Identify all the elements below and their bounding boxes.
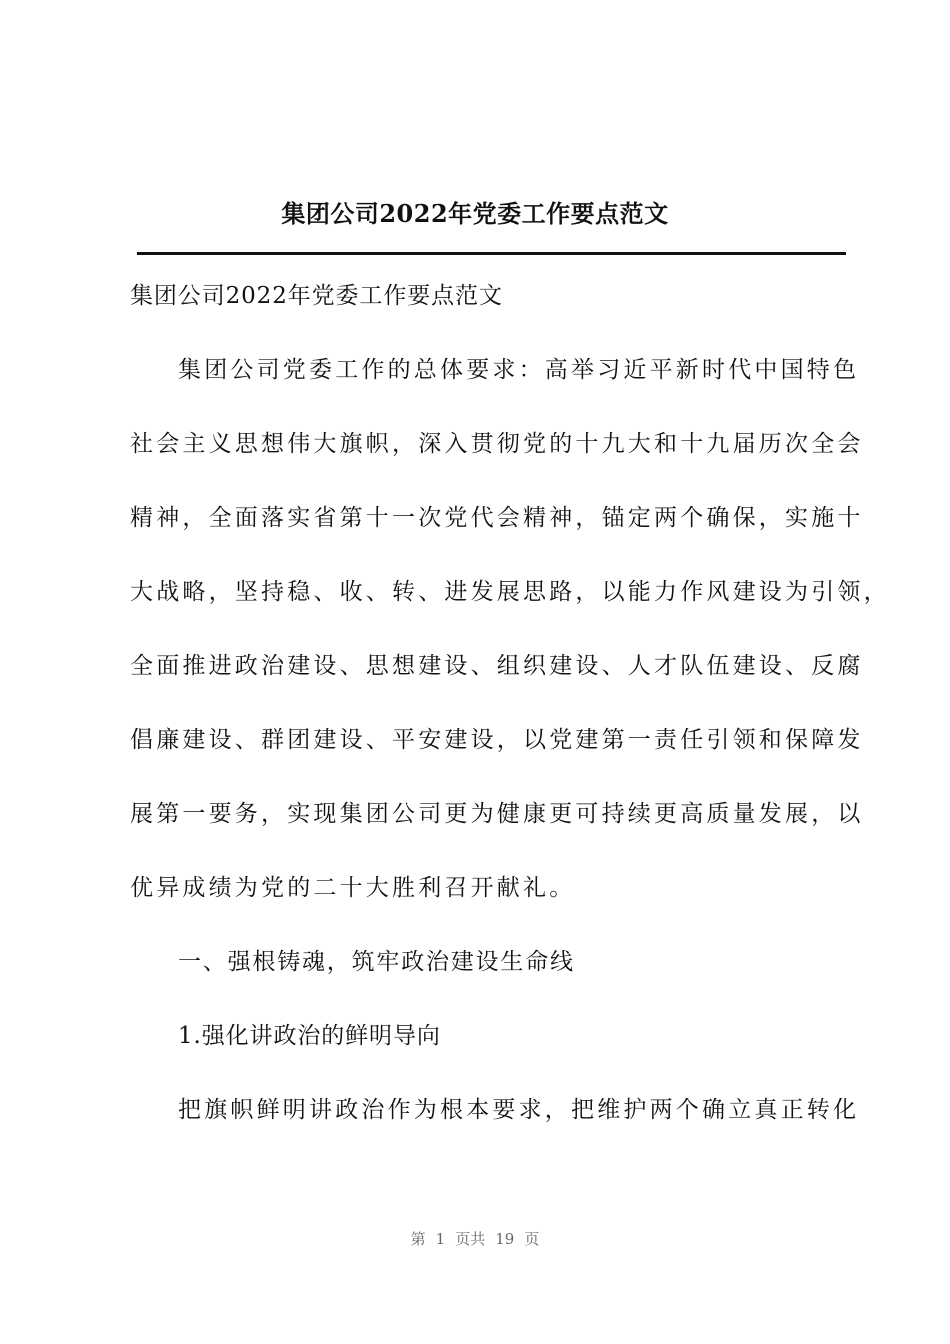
paragraph-line: 集团公司党委工作的总体要求：高举习近平新时代中国特色 [178,357,860,383]
footer-label-page: 第 [410,1230,426,1248]
paragraph-line: 展第一要务，实现集团公司更为健康更可持续更高质量发展，以 [130,801,864,827]
paragraph-general-requirements [130,345,890,937]
footer-total-pages: 19 [495,1230,515,1248]
paragraph-line: 把旗帜鲜明讲政治作为根本要求，把维护两个确立真正转化 [178,1097,860,1123]
paragraph-line: 精神，全面落实省第十一次党代会精神，锚定两个确保，实施十 [130,505,864,531]
footer-current-page: 1 [435,1230,446,1248]
page-footer [0,1228,950,1249]
title-divider [137,252,846,255]
section-heading: 一、强根铸魂，筑牢政治建设生命线 [178,949,575,975]
paragraph-line: 优异成绩为党的二十大胜利召开献礼。 [130,875,576,901]
subsection-heading: 1.强化讲政治的鲜明导向 [178,1023,441,1049]
document-title: 集团公司2022年党委工作要点范文 [281,199,669,228]
document-subtitle: 集团公司2022年党委工作要点范文 [130,283,503,309]
paragraph-line: 大战略，坚持稳、收、转、进发展思路，以能力作风建设为引领， [130,579,890,605]
paragraph-line: 全面推进政治建设、思想建设、组织建设、人才队伍建设、反腐 [130,653,864,679]
paragraph-line: 社会主义思想伟大旗帜，深入贯彻党的十九大和十九届历次全会 [130,431,864,457]
paragraph-line: 倡廉建设、群团建设、平安建设，以党建第一责任引领和保障发 [130,727,864,753]
document-body [130,271,890,1159]
footer-label-of: 页共 [455,1230,486,1248]
footer-label-end: 页 [524,1230,540,1248]
